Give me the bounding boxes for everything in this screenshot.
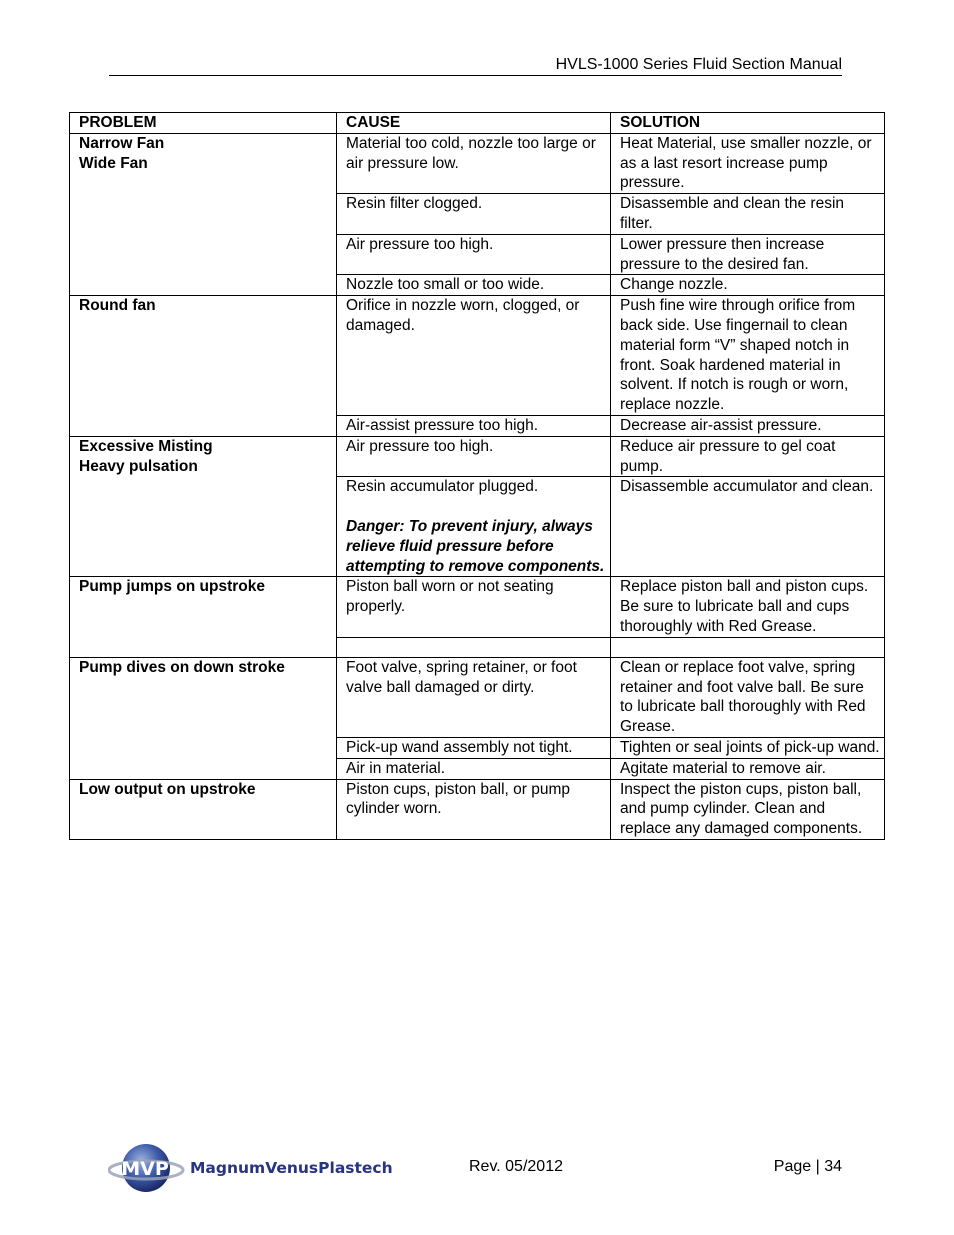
cause-cell: Orifice in nozzle worn, clogged, or damaged. [337,296,611,416]
solution-cell: Reduce air pressure to gel coat pump. [611,436,885,477]
solution-cell: Tighten or seal joints of pick-up wand. [611,737,885,758]
solution-cell: Inspect the piston cups, piston ball, and pump cylinder. Clean and replace any damaged components. [611,779,885,839]
solution-cell: Lower pressure then increase pressure to the desired fan. [611,234,885,275]
solution-cell: Agitate material to remove air. [611,758,885,779]
cause-cell: Nozzle too small or too wide. [337,275,611,296]
table-row [70,133,885,193]
troubleshooting-table [69,112,885,840]
cause-cell: Air in material. [337,758,611,779]
cause-text: Resin accumulator plugged. [346,478,539,496]
danger-warning: Danger: To prevent injury, always relieve fluid pressure before attempting to remove components. [346,517,605,575]
cause-cell: Pick-up wand assembly not tight. [337,737,611,758]
table-row [70,657,885,737]
problem-cell [70,577,337,657]
solution-cell [611,637,885,657]
table-row [70,296,885,416]
solution-cell: Clean or replace foot valve, spring retainer and foot valve ball. Be sure to lubricate ball thoroughly with Red Grease. [611,657,885,737]
problem-cell [70,296,337,437]
problem-cell [70,133,337,295]
problem-label: Narrow Fan [79,134,165,152]
revision-label: Rev. 05/2012 [469,1158,563,1175]
cause-cell: Air pressure too high. [337,234,611,275]
cause-cell: Air-assist pressure too high. [337,415,611,436]
company-logo [108,1140,393,1195]
cause-cell [337,477,611,577]
cause-cell: Air pressure too high. [337,436,611,477]
table-row [70,779,885,839]
problem-label: Round fan [79,297,156,315]
solution-cell: Replace piston ball and piston cups. Be sure to lubricate ball and cups thoroughly with Red Grease. [611,577,885,637]
problem-label: Excessive Misting [79,437,213,455]
header-solution: SOLUTION [611,113,885,134]
table-row [70,436,885,477]
mvp-logo-icon [108,1140,393,1195]
solution-cell: Decrease air-assist pressure. [611,415,885,436]
problem-label: Wide Fan [79,154,148,172]
cause-cell: Foot valve, spring retainer, or foot valve ball damaged or dirty. [337,657,611,737]
solution-cell: Disassemble accumulator and clean. [611,477,885,577]
cause-cell: Resin filter clogged. [337,194,611,235]
page-number: Page | 34 [773,1158,842,1175]
solution-cell: Change nozzle. [611,275,885,296]
problem-label: Pump dives on down stroke [79,658,285,676]
logo-mark-text: MVP [121,1158,169,1180]
problem-label: Pump jumps on upstroke [79,578,266,596]
solution-cell: Heat Material, use smaller nozzle, or as a last resort increase pump pressure. [611,133,885,193]
cause-cell: Piston ball worn or not seating properly. [337,577,611,637]
header-divider [109,75,842,76]
cause-cell [337,637,611,657]
cause-cell: Piston cups, piston ball, or pump cylinder worn. [337,779,611,839]
header-cause: CAUSE [337,113,611,134]
table-row [70,577,885,637]
problem-cell [70,657,337,779]
problem-label: Low output on upstroke [79,780,256,798]
header-problem: PROBLEM [70,113,337,134]
solution-cell: Disassemble and clean the resin filter. [611,194,885,235]
logo-name-text: MagnumVenusPlastech [190,1159,393,1177]
manual-title: HVLS-1000 Series Fluid Section Manual [555,56,842,73]
problem-label: Heavy pulsation [79,457,198,475]
solution-cell: Push fine wire through orifice from back side. Use fingernail to clean material form “V” shaped notch in front. Soak hardened material in solvent. If notch is rough or worn, replace nozzle. [611,296,885,416]
cause-cell: Material too cold, nozzle too large or air pressure low. [337,133,611,193]
table-header-row [70,113,885,134]
problem-cell [70,779,337,839]
problem-cell [70,436,337,577]
